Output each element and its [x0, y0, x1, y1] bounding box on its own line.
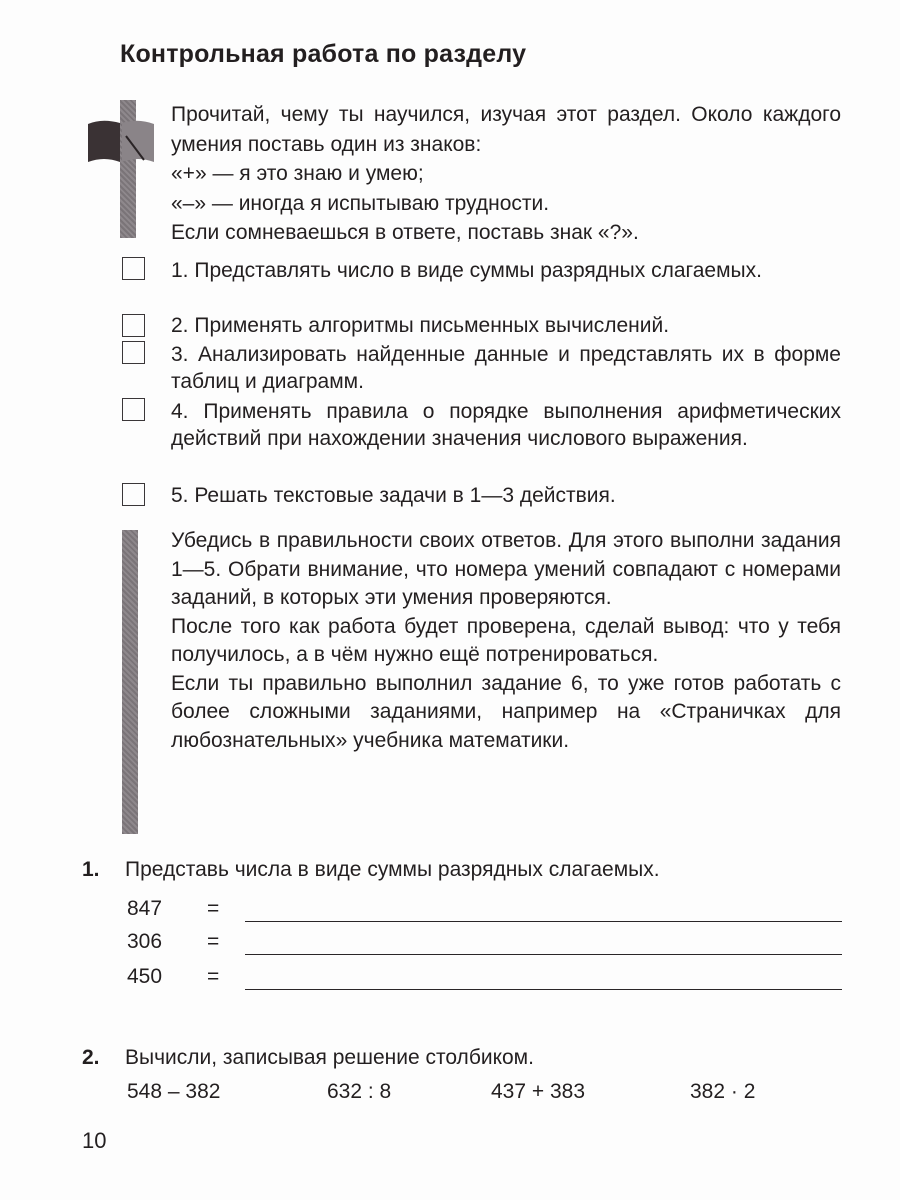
skill-text: 5. Решать текстовые задачи в 1—3 действия.	[171, 484, 616, 507]
check-paragraph: Убедись в правильности своих ответов. Для этого выполни задания 1—5. Обрати внимание, что номера умений совпадают с номерами заданий, в которых эти умения проверяются.	[171, 529, 841, 609]
answer-line[interactable]	[245, 989, 842, 990]
equation-number: 450	[127, 965, 163, 988]
task-heading: Вычисли, записывая решение столбиком.	[125, 1046, 534, 1069]
skill-checkbox[interactable]	[122, 314, 145, 337]
intro-line: «+» — я это знаю и умею;	[171, 162, 424, 185]
skill-checkbox[interactable]	[122, 483, 145, 506]
skill-checkbox[interactable]	[122, 341, 145, 364]
skill-checkbox[interactable]	[122, 398, 145, 421]
equation-row	[127, 897, 842, 925]
answer-line[interactable]	[245, 921, 842, 922]
skill-text: 1. Представлять число в виде суммы разрядных слагаемых.	[171, 259, 762, 282]
self-check-instructions	[171, 527, 841, 755]
page-title: Контрольная работа по разделу	[120, 40, 527, 68]
skill-text: 3. Анализировать найденные данные и представлять их в форме таблиц и диаграмм.	[171, 343, 841, 393]
task-number: 2.	[82, 1046, 100, 1069]
equals-sign: =	[207, 930, 220, 953]
equals-sign: =	[207, 897, 220, 920]
book-icon	[86, 118, 158, 164]
equation-number: 306	[127, 930, 163, 953]
expression: 382 · 2	[690, 1080, 756, 1103]
skill-text: 2. Применять алгоритмы письменных вычислений.	[171, 314, 670, 337]
check-paragraph: После того как работа будет проверена, сделай вывод: что у тебя получилось, а в чём нужно ещё потренироваться.	[171, 614, 841, 666]
task-heading: Представь числа в виде суммы разрядных слагаемых.	[125, 858, 660, 881]
intro-line: «–» — иногда я испытываю трудности.	[171, 191, 550, 215]
expression: 632 : 8	[327, 1080, 392, 1103]
equals-sign: =	[207, 965, 220, 988]
page-number: 10	[82, 1128, 107, 1153]
equation-row	[127, 965, 842, 993]
intro-line: Если сомневаешься в ответе, поставь знак «?».	[171, 221, 639, 244]
intro-instructions	[171, 100, 841, 248]
skill-checkbox[interactable]	[122, 257, 145, 280]
expression: 437 + 383	[491, 1080, 586, 1103]
expression: 548 – 382	[127, 1080, 221, 1103]
equation-number: 847	[127, 897, 163, 920]
skill-text: 4. Применять правила о порядке выполнения арифметических действий при нахождении значения числового выражения.	[171, 400, 841, 450]
check-paragraph: Если ты правильно выполнил задание 6, то уже готов работать с более сложными заданиями, например на «Страничках для любознательных» учебника математики.	[171, 671, 841, 752]
check-side-bar	[122, 530, 138, 834]
equation-row	[127, 930, 842, 958]
answer-line[interactable]	[245, 954, 842, 955]
intro-line: Прочитай, чему ты научился, изучая этот раздел. Около каждого умения поставь один из знаков:	[171, 103, 841, 156]
task-number: 1.	[82, 858, 100, 881]
